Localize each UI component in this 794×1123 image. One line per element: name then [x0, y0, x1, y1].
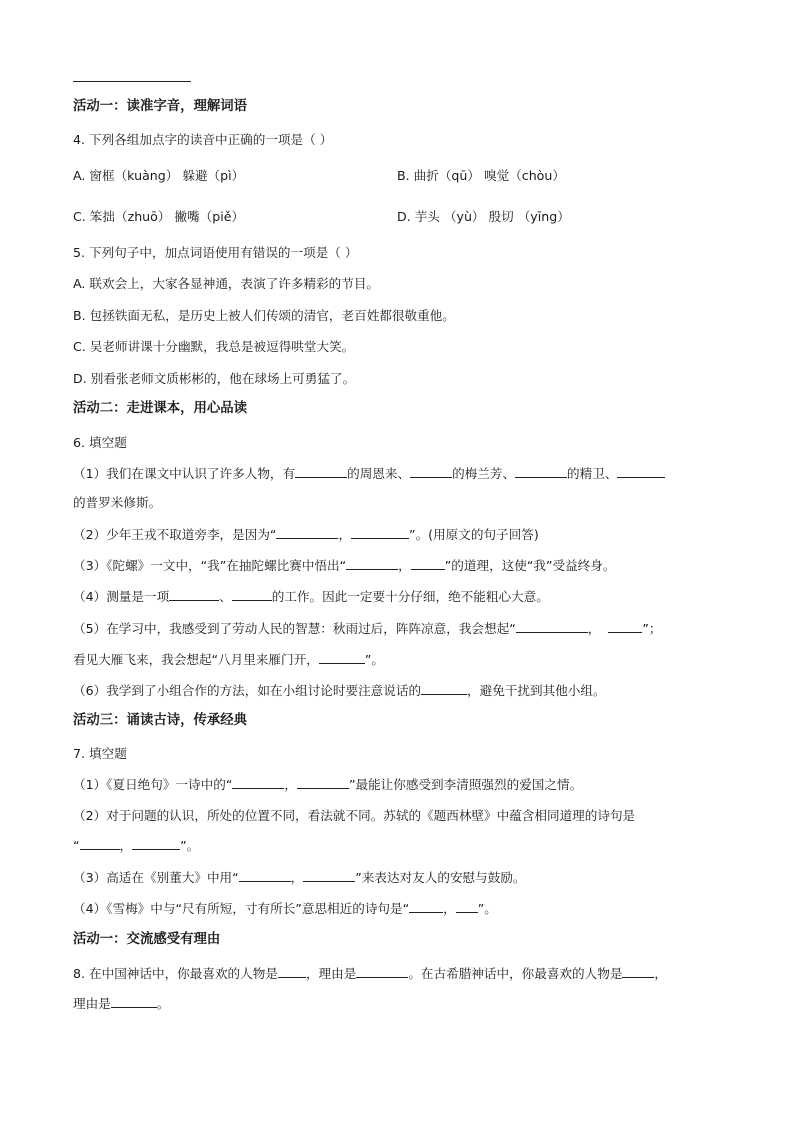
q6-item-6	[73, 682, 606, 700]
q6-item-1	[73, 465, 665, 483]
q6-1-text-b: 的周恩来、	[347, 466, 411, 481]
answer-blank[interactable]	[516, 620, 588, 633]
answer-blank[interactable]	[608, 620, 642, 633]
answer-blank[interactable]	[232, 588, 272, 601]
q6-5-text-b: ，	[587, 621, 601, 636]
q6-3-text-a: （3）《陀螺》一文中，“我”在抽陀螺比赛中悟出“	[73, 558, 347, 573]
answer-blank[interactable]	[409, 900, 443, 913]
q6-4-text-c: 的工作。因此一定要十分仔细，绝不能粗心大意。	[271, 589, 549, 604]
q6-1-text-a: （1）我们在课文中认识了许多人物，有	[73, 466, 296, 481]
q4-option-d: D. 芋头 （yù） 殷切 （yīng）	[397, 209, 570, 224]
q7-item-2-cont	[73, 837, 199, 855]
q5-option-d: D. 别看张老师文质彬彬的，他在球场上可勇猛了。	[73, 371, 356, 386]
answer-blank[interactable]	[111, 995, 157, 1008]
q6-5-text-d: 看见大雁飞来，我会想起“八月里来雁门开，	[73, 652, 319, 667]
q6-5-text-c: ”；	[642, 621, 662, 636]
q8-text-a: 8. 在中国神话中，你最喜欢的人物是	[73, 966, 278, 981]
q6-3-text-c: ”的道理，这使“我”受益终身。	[444, 558, 616, 573]
q7-1-text-c: ”最能让你感受到李清照强烈的爱国之情。	[348, 777, 583, 792]
q6-item-5-cont	[73, 651, 384, 669]
q5-stem: 5. 下列句子中，加点词语使用有错误的一项是（ ）	[73, 245, 358, 260]
q7-3-text-b: ，	[290, 870, 304, 885]
answer-blank[interactable]	[346, 557, 398, 570]
answer-blank[interactable]	[132, 837, 180, 850]
answer-blank[interactable]	[421, 682, 467, 695]
q6-4-text-b: 、	[219, 589, 232, 604]
q5-option-b: B. 包拯铁面无私，是历史上被人们传颂的清官，老百姓都很敬重他。	[73, 308, 455, 323]
answer-blank[interactable]	[356, 965, 408, 978]
q6-2-text-a: （2）少年王戎不取道旁李，是因为“	[73, 527, 277, 542]
q8-text-b: ，理由是	[305, 966, 357, 981]
q8-line-2	[73, 995, 169, 1013]
q7-3-text-a: （3）高适在《别董大》中用“	[73, 870, 239, 885]
q7-2-text-c: ，	[119, 838, 133, 853]
answer-blank[interactable]	[169, 588, 219, 601]
q6-item-1-cont: 的普罗米修斯。	[73, 495, 162, 510]
q7-1-text-a: （1）《夏日绝句》一诗中的“	[73, 777, 233, 792]
q7-2-text-b: “	[73, 838, 80, 853]
answer-blank[interactable]	[515, 465, 567, 478]
q7-item-4	[73, 900, 497, 918]
answer-blank[interactable]	[303, 869, 355, 882]
q8-text-e: 理由是	[73, 996, 111, 1011]
q6-2-text-c: ”。(用原文的句子回答)	[409, 527, 539, 542]
activity-4-heading: 活动一：交流感受有理由	[73, 932, 221, 947]
q6-1-text-c: 的梅兰芳、	[452, 466, 516, 481]
q7-item-3	[73, 869, 526, 887]
q7-item-2: （2）对于问题的认识，所处的位置不同，看法就不同。苏轼的《题西林壁》中蕴含相同道理的诗句是	[73, 808, 636, 823]
answer-blank[interactable]	[232, 776, 284, 789]
q6-item-2	[73, 526, 539, 544]
q6-item-3	[73, 557, 615, 575]
activity-2-heading: 活动二：走进课本，用心品读	[73, 401, 248, 416]
q6-item-5	[73, 620, 661, 638]
q6-1-text-d: 的精卫、	[567, 466, 618, 481]
q7-4-text-b: ，	[443, 901, 456, 916]
q6-6-text-a: （6）我学到了小组合作的方法，如在小组讨论时要注意说话的	[73, 683, 422, 698]
q7-3-text-c: ”来表达对友人的安慰与鼓励。	[355, 870, 526, 885]
q8-text-f: 。	[156, 996, 170, 1011]
header-rule	[73, 81, 191, 82]
answer-blank[interactable]	[319, 651, 365, 664]
q6-5-text-a: （5）在学习中，我感受到了劳动人民的智慧：秋雨过后，阵阵凉意，我会想起“	[73, 621, 516, 636]
answer-blank[interactable]	[351, 526, 409, 539]
q6-2-text-b: ，	[338, 527, 352, 542]
q6-4-text-a: （4）测量是一项	[73, 589, 170, 604]
answer-blank[interactable]	[276, 526, 338, 539]
q7-4-text-a: （4）《雪梅》中与“尺有所短，寸有所长”意思相近的诗句是“	[73, 901, 410, 916]
q7-item-1	[73, 776, 582, 794]
answer-blank[interactable]	[622, 965, 654, 978]
q5-option-c: C. 吴老师讲课十分幽默，我总是被逗得哄堂大笑。	[73, 339, 355, 354]
answer-blank[interactable]	[617, 465, 665, 478]
answer-blank[interactable]	[295, 465, 347, 478]
answer-blank[interactable]	[278, 965, 306, 978]
answer-blank[interactable]	[456, 900, 478, 913]
q8-text-d: ，	[654, 966, 667, 981]
answer-blank[interactable]	[410, 465, 452, 478]
q5-option-a: A. 联欢会上，大家各显神通，表演了许多精彩的节目。	[73, 276, 380, 291]
q7-title: 7. 填空题	[73, 746, 127, 761]
q6-item-4	[73, 588, 549, 606]
q4-option-c: C. 笨拙（zhuō） 撇嘴（piě）	[73, 209, 245, 224]
activity-1-heading: 活动一：读准字音，理解词语	[73, 99, 248, 114]
q8-text-c: 。在古希腊神话中，你最喜欢的人物是	[408, 966, 623, 981]
activity-3-heading: 活动三：诵读古诗，传承经典	[73, 713, 248, 728]
q7-4-text-c: ”。	[477, 901, 497, 916]
answer-blank[interactable]	[239, 869, 291, 882]
answer-blank[interactable]	[80, 837, 120, 850]
q8-line-1	[73, 965, 667, 983]
answer-blank[interactable]	[411, 557, 445, 570]
answer-blank[interactable]	[297, 776, 349, 789]
q4-option-a: A. 窗框（kuàng） 躲避（pì）	[73, 168, 245, 183]
q7-1-text-b: ，	[284, 777, 297, 792]
q6-3-text-b: ，	[398, 558, 411, 573]
q6-6-text-b: ，避免干扰到其他小组。	[467, 683, 606, 698]
q6-title: 6. 填空题	[73, 435, 127, 450]
q4-option-b: B. 曲折（qū） 嗅觉（chòu）	[397, 168, 565, 183]
q4-stem: 4. 下列各组加点字的读音中正确的一项是（ ）	[73, 132, 333, 147]
q6-5-text-e: ”。	[364, 652, 384, 667]
q7-2-text-d: ”。	[180, 838, 200, 853]
